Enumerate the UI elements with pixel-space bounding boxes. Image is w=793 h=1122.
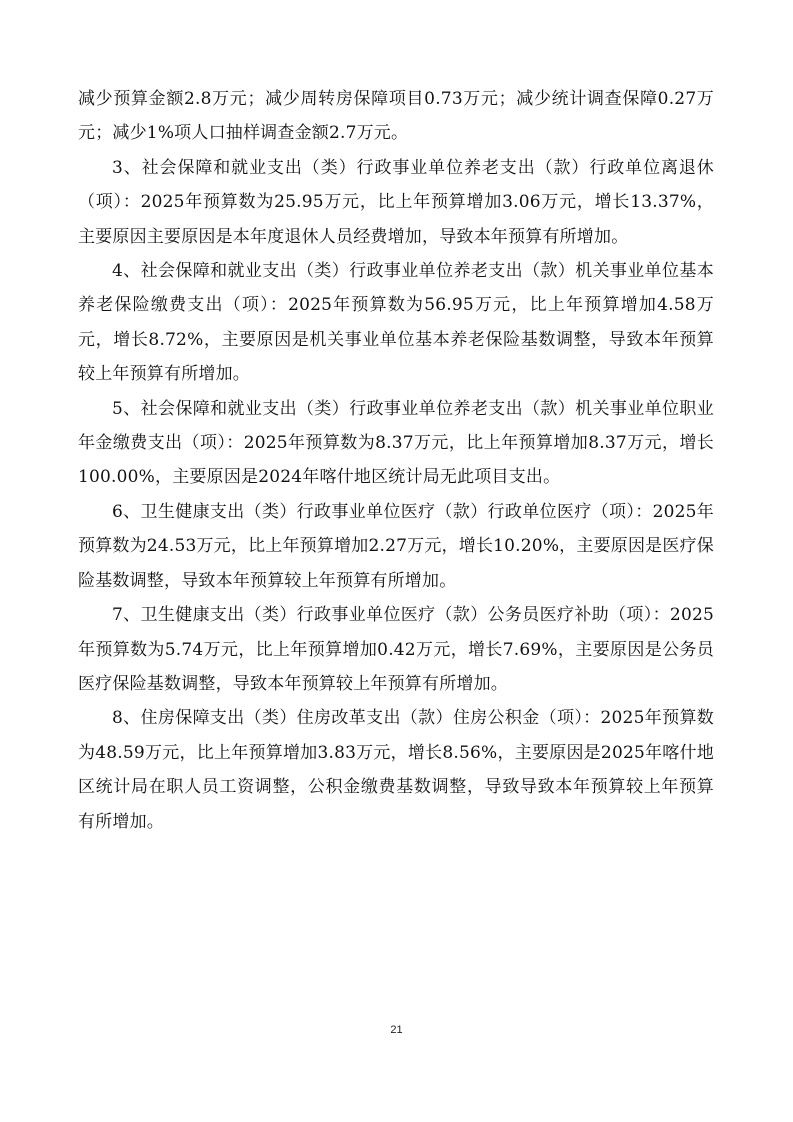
paragraph-item-8: 8、住房保障支出（类）住房改革支出（款）住房公积金（项）：2025年预算数为48.59万元，比上年预算增加3.83万元，增长8.56%，主要原因是2025年喀什地区统计局在职人员工资调整，公积金缴费基数调整，导致导致本年预算较上年预算有所增加。 [78, 708, 714, 832]
paragraph-continuation: 减少预算金额2.8万元；减少周转房保障项目0.73万元；减少统计调查保障0.27万元；减少1%项人口抽样调查金额2.7万元。 [78, 89, 714, 144]
page-number: 21 [390, 1024, 403, 1036]
paragraph-item-7: 7、卫生健康支出（类）行政事业单位医疗（款）公务员医疗补助（项）：2025年预算数为5.74万元，比上年预算增加0.42万元，增长7.69%，主要原因是公务员医疗保险基数调整，导致本年预算较上年预算有所增加。 [78, 605, 714, 694]
paragraph-item-3: 3、社会保障和就业支出（类）行政事业单位养老支出（款）行政单位离退休（项）：2025年预算数为25.95万元，比上年预算增加3.06万元，增长13.37%，主要原因主要原因是本年度退休人员经费增加，导致本年预算有所增加。 [78, 157, 714, 247]
document-body [78, 82, 714, 839]
paragraph-item-5: 5、社会保障和就业支出（类）行政事业单位养老支出（款）机关事业单位职业年金缴费支出（项）：2025年预算数为8.37万元，比上年预算增加8.37万元，增长100.00%，主要原因是2024年喀什地区统计局无此项目支出。 [78, 398, 714, 488]
paragraph-item-4: 4、社会保障和就业支出（类）行政事业单位养老支出（款）机关事业单位基本养老保险缴费支出（项）：2025年预算数为56.95万元，比上年预算增加4.58万元，增长8.72%，主要原因是机关事业单位基本养老保险基数调整，导致本年预算较上年预算有所增加。 [78, 261, 714, 385]
paragraph-item-6: 6、卫生健康支出（类）行政事业单位医疗（款）行政单位医疗（项）：2025年预算数为24.53万元，比上年预算增加2.27万元，增长10.20%，主要原因是医疗保险基数调整，导致本年预算较上年预算有所增加。 [78, 501, 714, 591]
